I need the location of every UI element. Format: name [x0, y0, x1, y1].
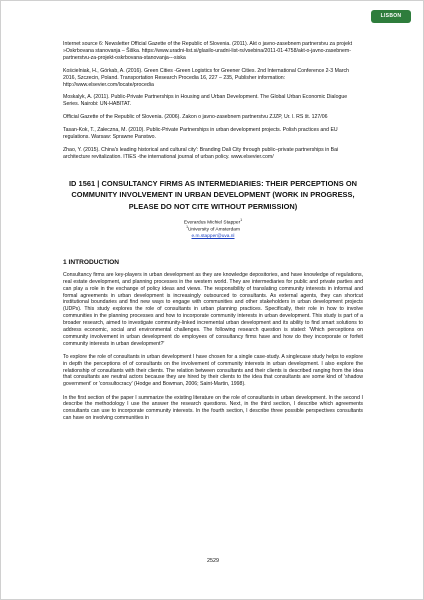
reference-item: Official Gazette of the Republic of Slovenia. (2006). Zakon o javno-zasebnem partnerstvu ZJZP, Ur. l. RS št. 127/06	[63, 114, 328, 121]
paper-title: ID 1561 | CONSULTANCY FIRMS AS INTERMEDIARIES: THEIR PERCEPTIONS ON COMMUNITY INVOLVEMENT IN URBAN DEVELOPMENT (WORK IN PROGRESS, PLEASE DO NOT CITE WITHOUT PERMISSION)	[68, 178, 358, 211]
page-number: 2529	[207, 558, 219, 564]
affiliation-text: University of Amsterdam	[187, 227, 240, 233]
page-content	[63, 41, 363, 428]
reference-list	[63, 41, 363, 161]
reference-item: Tasan-Kok, T., Załeczna, M. (2010). Public-Private Partnerships in urban development projects. Polish practices and EU regulations. Warsaw: Sprawne Panstwo.	[63, 127, 338, 141]
reference-item: Moskalyk, A. (2011). Public-Private Partnerships in Housing and Urban Development. The Global Urban Economic Dialogue Series. Nairobi: UN-HABITAT.	[63, 94, 348, 108]
conference-logo	[371, 10, 411, 23]
author-email-line	[63, 234, 363, 240]
author-email-link[interactable]: e.m.stapper@uva.nl	[191, 233, 235, 239]
affiliation-superscript: 1	[186, 225, 188, 230]
body-paragraph: Consultancy firms are key-players in urban development as they are knowledge depositories, and have knowledge of regulations, real estate development, and planning processes in the western world. They are intermediaries for public and private parties and can play a role in the exchange of policy ideas and views. The responsibility of translating community interests in informal and formal agreements in urban development is increasingly outsourced to consultants. As external agents, they can shortcut institutional boundaries and find new ways to engage with communities and other stakeholders in urban development projects (UDPs). This study explores the role of consultants in urban planning practices. Specifically, their role in how to involve communities in the planning processes and how to incorporate community interests in urban development. This study is part of a broader research, aimed to investigate community-linked incremental urban development and its ability to find smart solutions to address economic, social and environmental challenges. The following research question is stated: 'Which perceptions on community involvement in urban development do employees of consultancy firms have and how do they incorporate or forfeit community interests in urban development?'	[63, 272, 363, 347]
logo-text: LISBON	[380, 13, 402, 19]
author-affiliation	[63, 227, 363, 234]
body-paragraph: In the first section of the paper I summarize the existing literature on the role of consultants in urban development. In the second I describe the methodology I use the answer the research questions. Next, in the third section, I describe which agreements consultants can use to incorporate community interests. In the fourth section, I describe three possible perspectives consultants can have on involving communities in	[63, 394, 363, 422]
reference-item: Zhao, Y. (2015). China's leading historical and cultural city': Branding Dali City through public–private partnerships in Bai architecture revitalization. ITIES -the international journal of urban policy. www.elsevier.com/	[63, 146, 339, 160]
reference-item: Internet source 6: Newsletter Official Gazette of the Republic of Slovenia. (2011). Akt o javno-zasebnem partnerstvu za projekt »Oskrbovana stanovanja – Šiška. https://www.uradni-list.si/glasilo-uradni-list-rs/vsebina/2011-01-4758/akt-o-javno-zasebnem-partnerstvu-za-projekt-oskrbovana-stanovanja---siska	[63, 41, 353, 61]
body-paragraph: To explore the role of consultants in urban development I have chosen for a single case-study. A singlecase study helps to explore in depth the perceptions of of consultants on the involvement of community interests in urban development. I also explore the relationship of consultants with their clients. The relation between consultants and their clients is described ranging from the idea that consultants are neutral actors because they are hired by their clients to the idea that consultants are some kind of 'shadow government' or 'consultocracy' (Hodge and Bowman, 2006; Saint-Martin, 1998).	[63, 353, 363, 388]
author-name-text: Everardus Michiel Stapper	[183, 220, 241, 226]
reference-item: Kościelniak, H., Górkab, A. (2016). Green Cities -Green Logistics for Greener Cities. 2nd International Conference 2-3 March 2016, Szczecin, Poland. Transportation Research Procedia 16, 227 – 235, Publisher information: http://www.elsevier.com/locate/procedia	[63, 67, 350, 88]
section-heading: 1 INTRODUCTION	[63, 259, 120, 267]
author-block	[63, 220, 363, 240]
author-superscript: 1	[240, 218, 243, 223]
